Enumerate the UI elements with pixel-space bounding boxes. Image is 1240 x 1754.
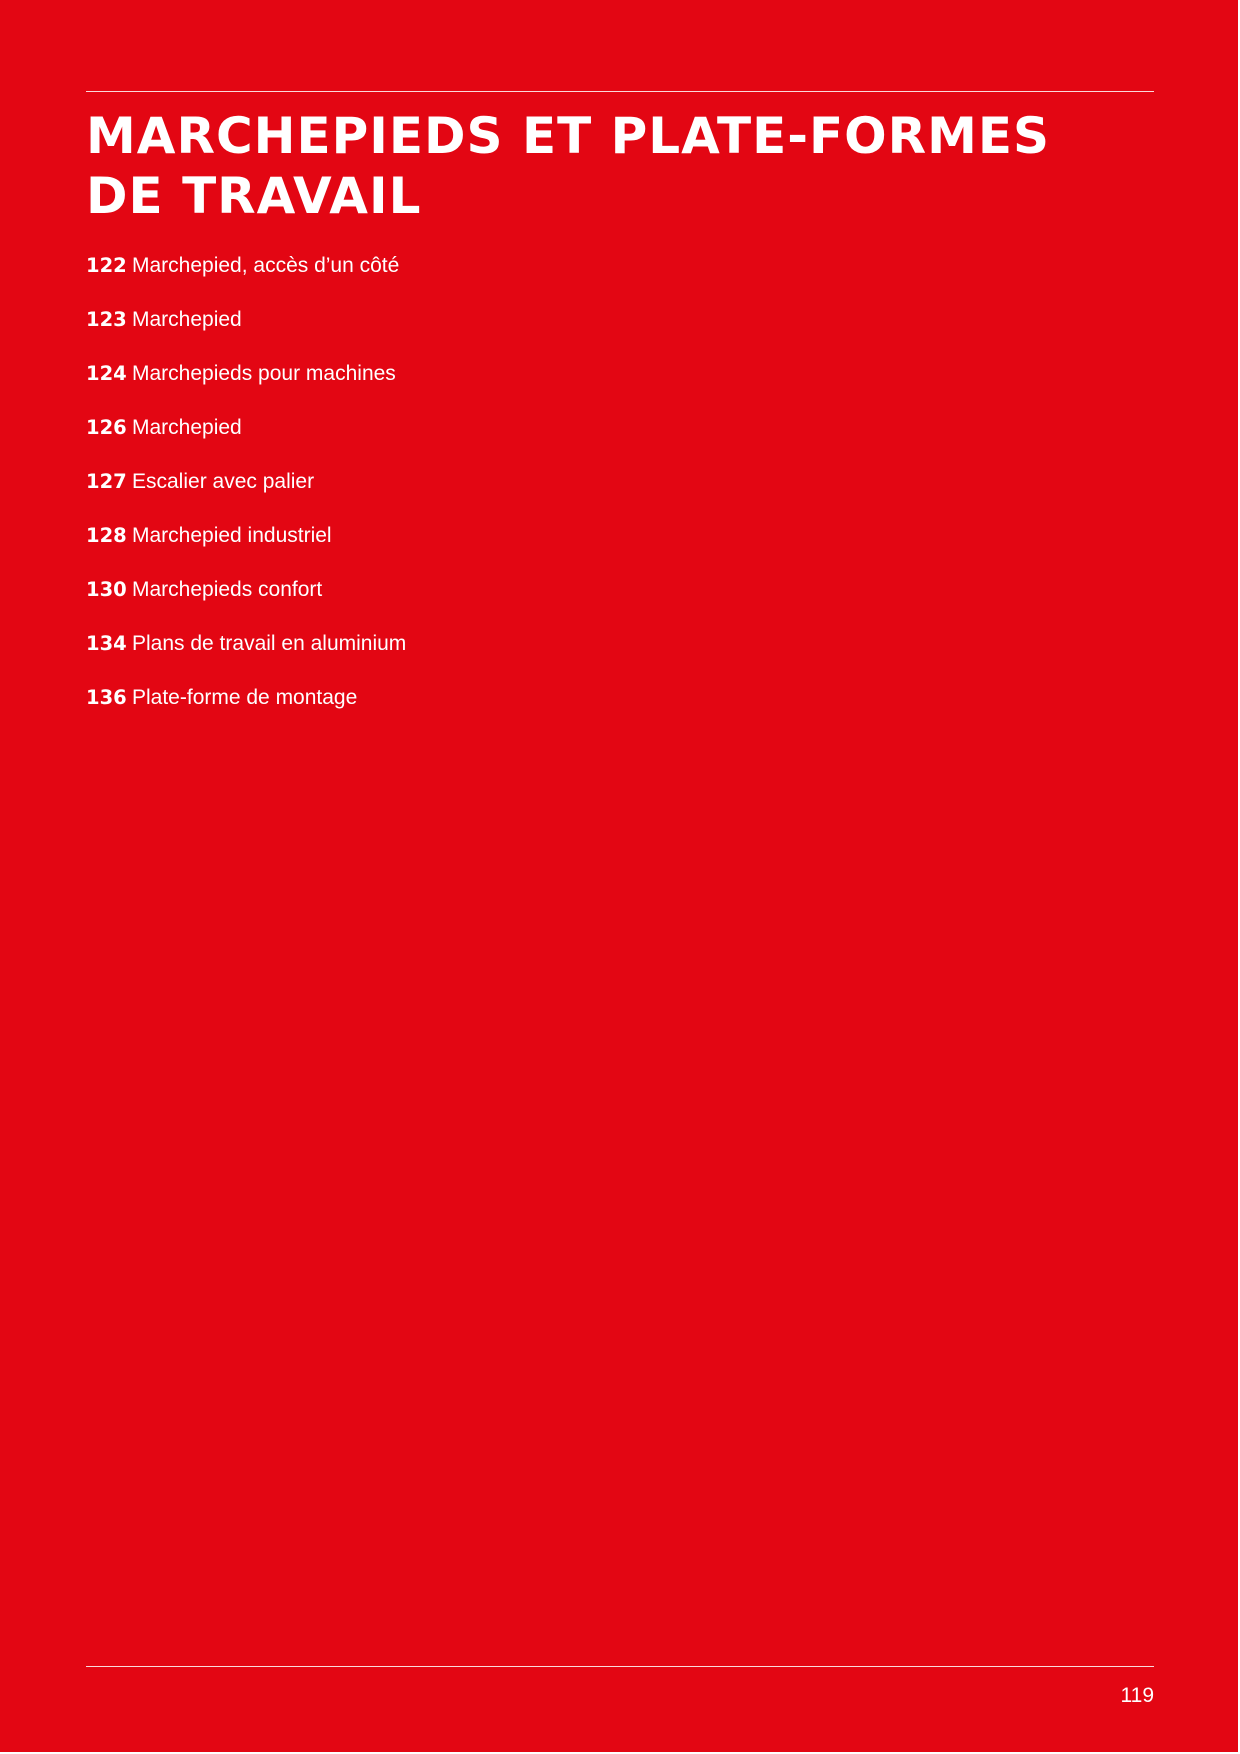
toc-page-number: 128: [86, 524, 127, 547]
toc-item: [86, 686, 406, 740]
toc-item: [86, 632, 406, 686]
toc-page-number: 134: [86, 632, 127, 655]
toc-label: Plans de travail en aluminium: [132, 632, 407, 655]
toc-page-number: 122: [86, 254, 127, 277]
toc-label: Marchepieds pour machines: [132, 362, 396, 385]
toc-label: Marchepied: [132, 416, 242, 439]
toc-label: Marchepied, accès d’un côté: [132, 254, 400, 277]
toc-item: [86, 254, 406, 308]
toc-page-number: 127: [86, 470, 127, 493]
toc-page-number: 130: [86, 578, 127, 601]
toc-item: [86, 578, 406, 632]
bottom-divider: [86, 1666, 1154, 1667]
toc-label: Plate-forme de montage: [132, 686, 358, 709]
table-of-contents: [86, 254, 406, 740]
toc-item: [86, 362, 406, 416]
toc-page-number: 124: [86, 362, 127, 385]
toc-label: Escalier avec palier: [132, 470, 315, 493]
toc-page-number: 123: [86, 308, 127, 331]
toc-page-number: 126: [86, 416, 127, 439]
page-number: 119: [1120, 1684, 1154, 1707]
page-title-line-1: MARCHEPIEDS ET PLATE-FORMES: [86, 107, 1051, 165]
toc-label: Marchepied: [132, 308, 242, 331]
toc-item: [86, 308, 406, 362]
toc-item: [86, 470, 406, 524]
toc-label: Marchepieds confort: [132, 578, 323, 601]
top-divider: [86, 91, 1154, 92]
toc-item: [86, 524, 406, 578]
toc-label: Marchepied industriel: [132, 524, 332, 547]
toc-page-number: 136: [86, 686, 127, 709]
toc-item: [86, 416, 406, 470]
page-title-line-2: DE TRAVAIL: [86, 167, 422, 225]
page-title: [86, 106, 1050, 226]
